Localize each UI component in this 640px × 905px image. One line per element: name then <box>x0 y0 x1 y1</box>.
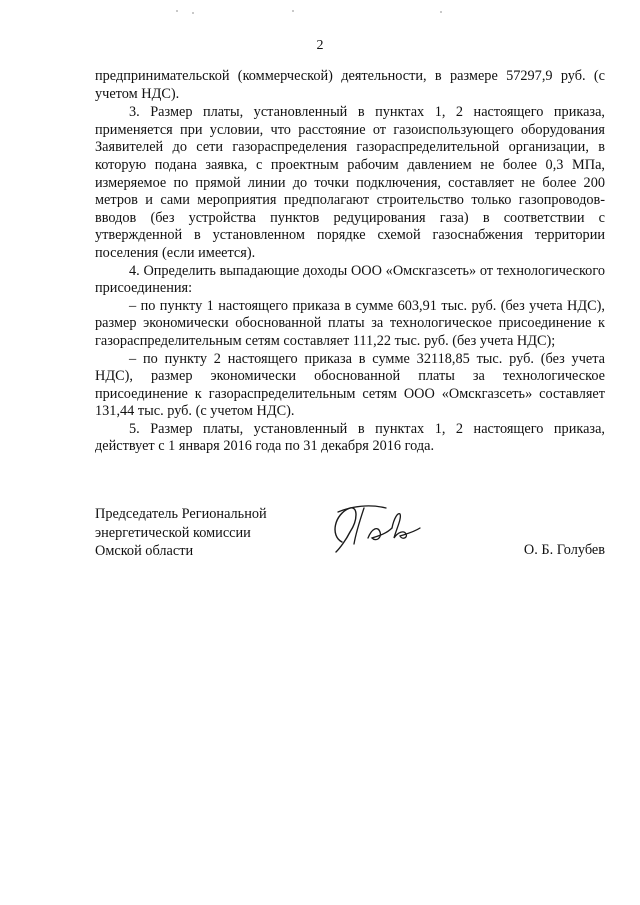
paragraph-item-3: 3. Размер платы, установленный в пунктах 1, 2 настоящего приказа, применяется при условии, что расстояние от газоиспользующего оборудования Заявителей до сети газораспределения газораспределительной организации, в которую подана заявка, с проектным рабочим давлением не более 0,3 МПа, измеряемое по прямой линии до точки подключения, составляет не более 200 метров и сами мероприятия предполагают строительство только газопроводов-вводов (без устройства пунктов редуцирования газа) в соответствии с утвержденной в установленном порядке схемой газоснабжения территории поселения (если имеется). <box>95 104 605 261</box>
signatory-title-line: Омской области <box>95 543 194 559</box>
signatory-title <box>95 505 267 561</box>
page-number: 2 <box>316 38 324 53</box>
paragraph-subitem-2: – по пункту 2 настоящего приказа в сумме 32118,85 тыс. руб. (без учета НДС), размер экономически обоснованной платы за технологическое присоединение к газораспределительным сетям ООО «Омскгазсеть» составляет 131,44 тыс. руб. (с учетом НДС). <box>95 350 605 420</box>
scan-speck <box>292 10 294 12</box>
paragraph-continuation: предпринимательской (коммерческой) деятельности, в размере 57297,9 руб. (с учетом НДС). <box>95 68 605 102</box>
paragraph-item-4: 4. Определить выпадающие доходы ООО «Омскгазсеть» от технологического присоединения: <box>95 262 605 297</box>
signatory-title-line: энергетической комиссии <box>95 524 251 541</box>
document-body <box>95 68 605 456</box>
signatory-name: О. Б. Голубев <box>523 542 605 558</box>
paragraph-item-5: 5. Размер платы, установленный в пунктах 1, 2 настоящего приказа, действует с 1 января 2016 года по 31 декабря 2016 года. <box>95 420 605 455</box>
paragraph-subitem-1: – по пункту 1 настоящего приказа в сумме 603,91 тыс. руб. (без учета НДС), размер экономически обоснованной платы за технологическое присоединение к газораспределительным сетям составляет 111,22 тыс. руб. (без учета НДС); <box>95 297 605 349</box>
scan-speck <box>176 10 178 12</box>
signatory-title-line: Председатель Региональной <box>95 506 267 522</box>
scan-speck <box>440 11 442 13</box>
handwritten-signature <box>328 498 438 558</box>
scan-speck <box>192 12 194 14</box>
